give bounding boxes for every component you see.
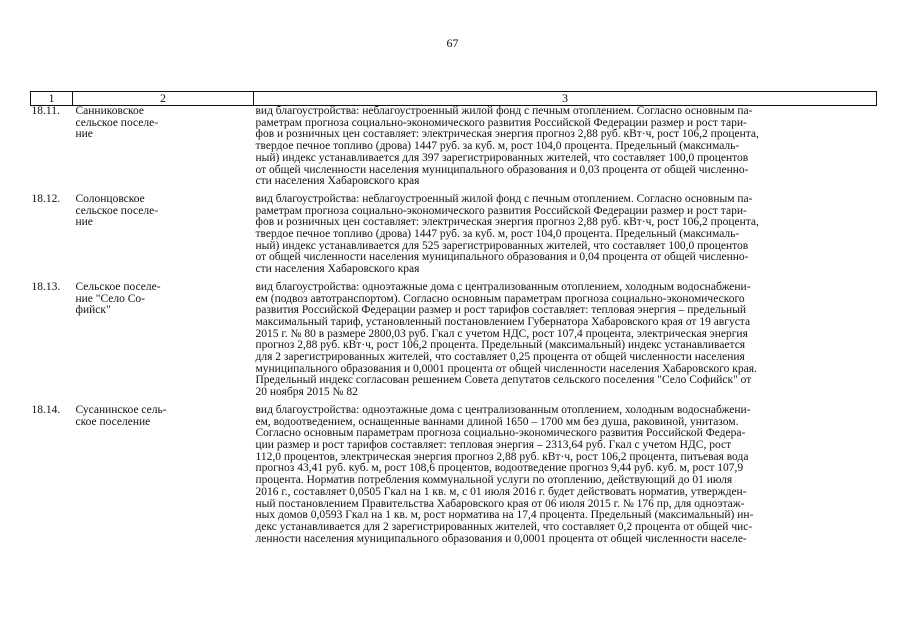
- table-row: [31, 106, 877, 194]
- settlement-name-line: ние "Село Со-: [75, 292, 146, 305]
- description-line: Согласно основным параметрам прогноза социально-экономического развития Российской Федера-: [255, 427, 746, 440]
- settlement-name: [73, 194, 254, 282]
- description-line: процента. Норматив потребления коммунальной услуги по отоплению, действующий до 01 июля: [255, 474, 733, 487]
- row-number: 18.11.: [31, 105, 60, 117]
- settlement-name-line: сельское поселе-: [75, 116, 159, 129]
- table-row: [31, 194, 877, 282]
- settlement-name-line: ние: [75, 216, 93, 229]
- description-line: фов и розничных цен составляет: электрическая энергия прогноз 2,88 руб. кВт·ч, рост 106,2 процента,: [255, 128, 759, 141]
- description-line: вид благоустройства: неблагоустроенный жилой фонд с печным отоплением. Согласно основным па-: [255, 105, 753, 117]
- header-col-3: 3: [254, 92, 877, 106]
- description-line: декс устанавливается для 2 зарегистрированных жителей, что составляет 0,2 процента от общей чис-: [255, 520, 753, 533]
- settlement-name-line: ское поселение: [75, 415, 151, 428]
- description-line: сти населения Хабаровского края: [255, 263, 420, 276]
- table-body: [31, 106, 877, 552]
- description-line: ем (подвоз автотранспортом). Согласно основным параметрам прогноза социально-экономического: [255, 292, 745, 305]
- settlement-name-line: ние: [75, 128, 93, 141]
- description-line: ный постановлением Правительства Хабаровского края от 06 июля 2015 г. № 176 пр, для одноэтаж-: [255, 497, 745, 510]
- description-line: вид благоустройства: неблагоустроенный жилой фонд с печным отоплением. Согласно основным па-: [255, 192, 753, 205]
- description-line: максимальный тариф, установленный постановлением Губернатора Хабаровского края от 19 августа: [255, 315, 751, 328]
- settlement-name: [73, 405, 254, 551]
- settlement-name-line: фийск": [75, 304, 111, 317]
- description-text: [254, 194, 877, 282]
- description-line: 2015 г. № 80 в размере 2800,03 руб. Гкал с учетом НДС, рост 107,4 процента, электрическая энергия: [255, 327, 748, 340]
- description-line: прогноз 43,41 руб. куб. м, рост 108,6 процентов, водоотведение прогноз 9,44 руб. куб. м, рост 107,9: [255, 462, 744, 475]
- description-line: муниципального образования и 0,0001 процента от общей численности населения Хабаровского края.: [255, 362, 757, 375]
- description-line: от общей численности населения муниципального образования и 0,04 процента от общей численно-: [255, 251, 749, 264]
- settlement-name-line: Санниковское: [75, 105, 144, 117]
- description-line: ный) индекс устанавливается для 525 зарегистрированных жителей, что составляет 100,0 процентов: [255, 239, 749, 252]
- description-line: Предельный индекс согласован решением Совета депутатов сельского поселения "Село Софийск" от: [255, 374, 752, 387]
- description-text: [254, 106, 877, 194]
- description-line: ный) индекс устанавливается для 397 зарегистрированных жителей, что составляет 100,0 процентов: [255, 151, 749, 164]
- description-line: вид благоустройства: одноэтажные дома с централизованным отоплением, холодным водоснабжени-: [255, 280, 751, 293]
- description-line: сти населения Хабаровского края: [255, 175, 420, 188]
- description-line: ем, водоотведением, оснащенные ваннами длиной 1650 – 1700 мм без душа, раковиной, унитазом.: [255, 415, 739, 428]
- description-line: 112,0 процентов, электрическая энергия прогноз 2,88 руб. кВт·ч, рост 106,2 процента, питьевая вода: [255, 450, 749, 463]
- description-line: развития Российской Федерации размер и рост тарифов составляет: тепловая энергия – предельный: [255, 304, 747, 317]
- header-col-2: 2: [73, 92, 254, 106]
- row-number: 18.14.: [31, 403, 61, 416]
- description-line: раметрам прогноза социально-экономического развития Российской Федерации размер и рост тари-: [255, 204, 747, 217]
- description-line: фов и розничных цен составляет: электрическая энергия прогноз 2,88 руб. кВт·ч, рост 106,2 процента,: [255, 216, 759, 229]
- description-text: [254, 405, 877, 551]
- description-line: прогноз 2,88 руб. кВт·ч, рост 106,2 процента. Предельный (максимальный) индекс устанавливается: [255, 339, 746, 352]
- description-line: раметрам прогноза социально-экономического развития Российской Федерации размер и рост тари-: [255, 116, 747, 129]
- description-line: для 2 зарегистрированных жителей, что составляет 0,25 процента от общей численности населения: [255, 351, 745, 364]
- row-number: 18.12.: [31, 192, 61, 205]
- description-line: ных домов 0,0593 Гкал на 1 кв. м, рост норматива на 17,4 процента. Предельный (максимальный) ин-: [255, 509, 754, 522]
- row-number: 18.13.: [31, 280, 61, 293]
- settlement-name: [73, 106, 254, 194]
- settlement-name: [73, 282, 254, 405]
- settlement-name-line: Сельское поселе-: [75, 280, 161, 293]
- settlement-name-line: Солонцовское: [75, 192, 145, 205]
- description-line: твердое печное топливо (дрова) 1447 руб. за куб. м, рост 104,0 процента. Предельный (максималь-: [255, 140, 740, 153]
- description-line: вид благоустройства: одноэтажные дома с централизованным отоплением, холодным водоснабжени-: [255, 403, 751, 416]
- settlement-name-line: Сусанинское сель-: [75, 403, 167, 416]
- description-line: от общей численности населения муниципального образования и 0,03 процента от общей численно-: [255, 163, 749, 176]
- table-header: [31, 92, 877, 106]
- settlement-name-line: сельское поселе-: [75, 204, 159, 217]
- header-col-1: 1: [31, 92, 73, 106]
- table-row: [31, 282, 877, 405]
- page-number: 67: [446, 36, 459, 50]
- description-text: [254, 282, 877, 405]
- document-table: [30, 91, 877, 551]
- description-line: ции размер и рост тарифов составляет: тепловая энергия – 2313,64 руб. Гкал с учетом НДС, рост: [255, 438, 732, 451]
- description-line: 20 ноября 2015 № 82: [255, 386, 358, 399]
- table-row: [31, 405, 877, 551]
- description-line: ленности населения муниципального образования и 0,0001 процента от общей численности населе-: [255, 532, 747, 545]
- description-line: твердое печное топливо (дрова) 1447 руб. за куб. м, рост 104,0 процента. Предельный (максималь-: [255, 228, 740, 241]
- description-line: 2016 г., составляет 0,0505 Гкал на 1 кв. м, с 01 июля 2016 г. будет действовать норматив, утвержден-: [255, 485, 747, 498]
